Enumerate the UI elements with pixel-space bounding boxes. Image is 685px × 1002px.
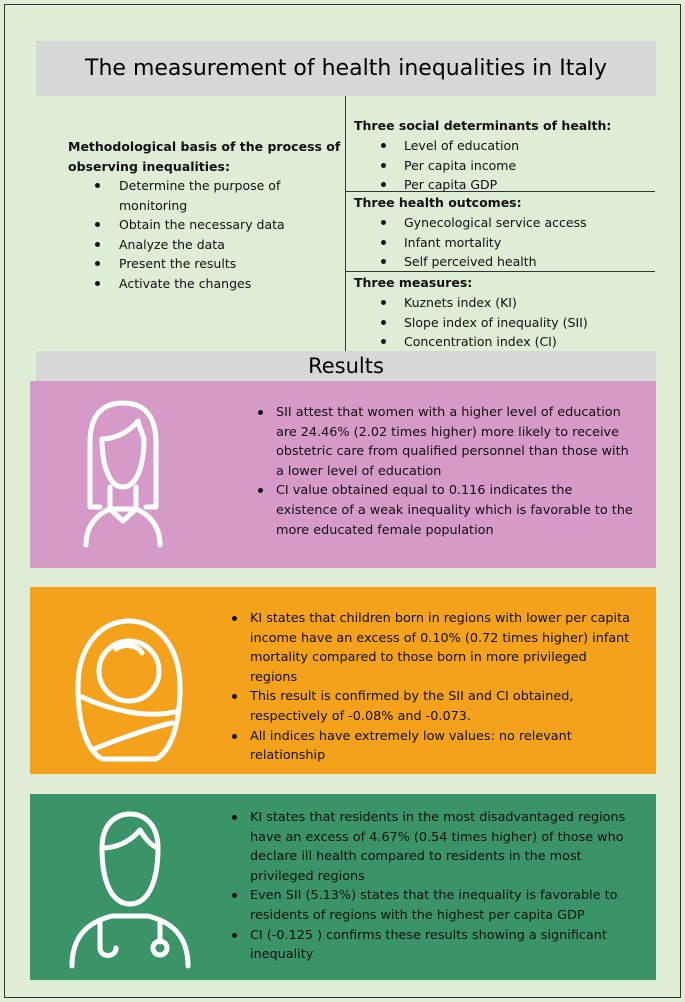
outcomes-section [354, 193, 654, 272]
list-item: Determine the purpose of monitoring [68, 176, 343, 215]
column-divider [345, 96, 346, 351]
page-title: The measurement of health inequalities in Italy [36, 41, 656, 96]
infant-mortality-panel [30, 587, 656, 774]
outcomes-list [354, 213, 654, 272]
list-item: Per capita income [354, 156, 654, 176]
results-heading: Results [36, 351, 656, 381]
determinants-list [354, 136, 654, 195]
education-findings [254, 403, 634, 540]
perceived-health-findings [228, 808, 633, 965]
list-item: Gynecological service access [354, 213, 654, 233]
list-item: Level of education [354, 136, 654, 156]
list-item: Concentration index (CI) [354, 332, 654, 352]
determinants-section [354, 116, 654, 195]
education-panel [30, 381, 656, 568]
methodology-list [68, 176, 343, 293]
measures-list [354, 293, 654, 352]
list-item: KI states that children born in regions with lower per capita income have an excess of 0.10% (0.72 times higher) infant mortality compared to those born in more privileged regions [228, 609, 633, 687]
list-item: All indices have extremely low values: no relevant relationship [228, 727, 633, 766]
determinants-heading: Three social determinants of health: [354, 118, 612, 133]
baby-icon [54, 599, 204, 764]
list-item: Obtain the necessary data [68, 215, 343, 235]
doctor-icon [60, 806, 200, 971]
outcomes-heading: Three health outcomes: [354, 195, 522, 210]
woman-icon [48, 395, 198, 555]
list-item: SII attest that women with a higher level of education are 24.46% (2.02 times higher) more likely to receive obstetric care from qualified personnel than those with a lower level of education [254, 403, 634, 481]
list-item: Analyze the data [68, 235, 343, 255]
list-item: CI (-0.125 ) confirms these results showing a significant inequality [228, 926, 633, 965]
infant-mortality-findings [228, 609, 633, 766]
list-item: Present the results [68, 254, 343, 274]
list-item: Infant mortality [354, 233, 654, 253]
methodology-section [68, 137, 343, 293]
list-item: Slope index of inequality (SII) [354, 313, 654, 333]
list-item: Activate the changes [68, 274, 343, 294]
list-item: Kuznets index (KI) [354, 293, 654, 313]
measures-section [354, 273, 654, 352]
methodology-heading: Methodological basis of the process of observing inequalities: [68, 139, 341, 174]
measures-heading: Three measures: [354, 275, 473, 290]
list-item: CI value obtained equal to 0.116 indicates the existence of a weak inequality which is favorable to the more educated female population [254, 481, 634, 540]
list-item: This result is confirmed by the SII and CI obtained, respectively of -0.08% and -0.073. [228, 687, 633, 726]
list-item: Even SII (5.13%) states that the inequality is favorable to residents of regions with the highest per capita GDP [228, 886, 633, 925]
list-item: Self perceived health [354, 252, 654, 272]
list-item: KI states that residents in the most disadvantaged regions have an excess of 4.67% (0.54 times higher) of those who declare ill health compared to residents in the most privileged regions [228, 808, 633, 886]
perceived-health-panel [30, 794, 656, 980]
list-item: Per capita GDP [354, 175, 654, 195]
